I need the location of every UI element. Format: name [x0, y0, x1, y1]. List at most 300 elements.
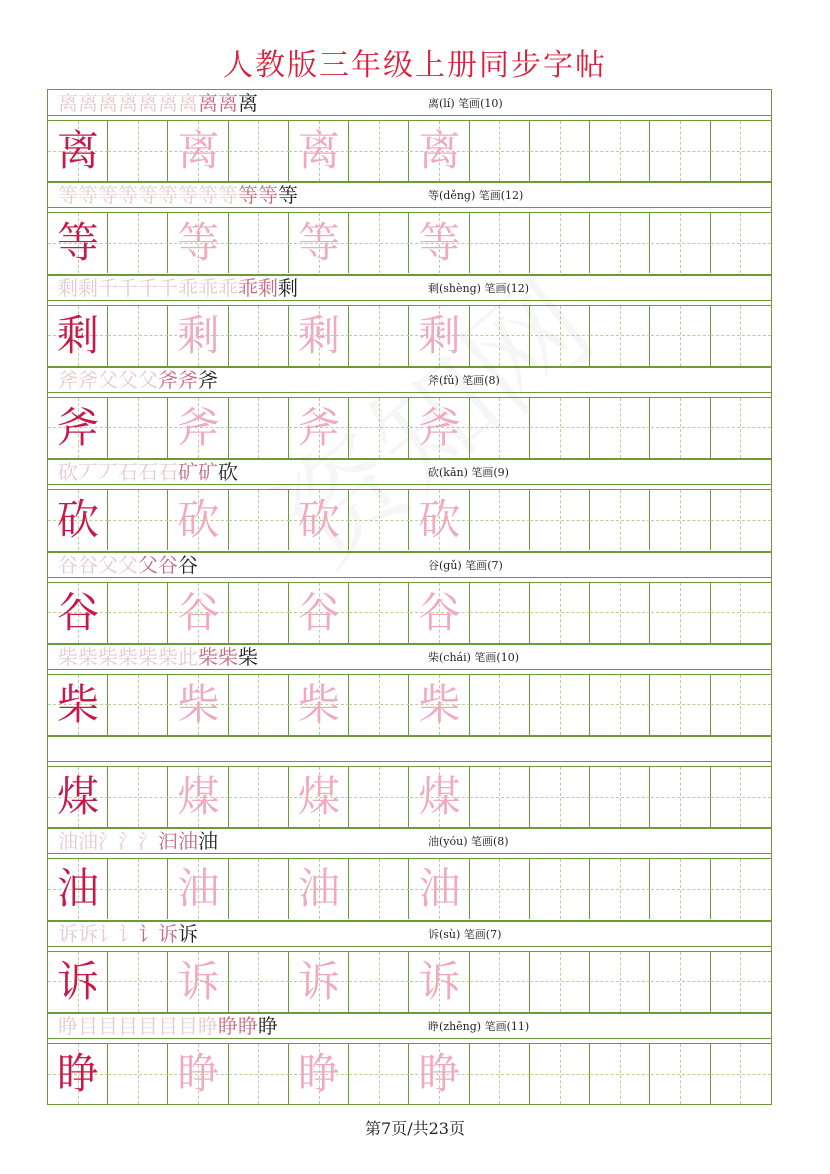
writing-grid-row [48, 305, 771, 367]
stroke-step: 氵 [118, 829, 138, 854]
trace-character: 剩 [177, 310, 220, 360]
model-character: 剩 [56, 310, 99, 360]
stroke-order-row [48, 921, 771, 947]
tian-grid-cell [48, 952, 108, 1012]
tian-grid-cell [229, 398, 289, 458]
tian-grid-cell [108, 213, 168, 273]
stroke-step: 等 [258, 183, 278, 208]
block-divider [48, 181, 771, 183]
tian-grid-cell [229, 490, 289, 550]
block-divider [48, 827, 771, 829]
stroke-step: 油 [58, 829, 78, 854]
trace-character: 等 [418, 218, 461, 268]
stroke-step: 砍 [58, 460, 78, 485]
trace-character: 诉 [297, 956, 340, 1006]
stroke-step: 乖 [238, 275, 258, 300]
tian-grid-cell [108, 675, 168, 735]
stroke-step: 剩 [278, 275, 298, 300]
block-divider [48, 920, 771, 922]
stroke-step: 离 [118, 91, 138, 115]
tian-grid-cell [410, 306, 470, 366]
stroke-step: 等 [78, 183, 98, 208]
stroke-sequence [58, 1014, 278, 1038]
stroke-step: 砍 [218, 460, 238, 485]
stroke-sequence [58, 829, 218, 853]
stroke-sequence [58, 91, 258, 115]
stroke-step: 丆 [98, 460, 118, 485]
stroke-step: 等 [158, 183, 178, 208]
stroke-step: 目 [158, 1014, 178, 1038]
tian-grid-cell [711, 306, 771, 366]
tian-grid-cell [289, 398, 349, 458]
tian-grid-cell [229, 675, 289, 735]
tian-grid-cell [169, 952, 229, 1012]
tian-grid-cell [289, 859, 349, 919]
stroke-step: 等 [58, 183, 78, 208]
writing-grid-row [48, 120, 771, 182]
stroke-order-row [48, 1013, 771, 1039]
trace-character: 油 [177, 864, 220, 914]
writing-grid-row [48, 858, 771, 920]
tian-grid-cell [229, 1044, 289, 1104]
tian-grid-cell [590, 1044, 650, 1104]
tian-grid-cell [48, 859, 108, 919]
trace-character: 诉 [177, 956, 220, 1006]
tian-grid-cell [651, 583, 711, 643]
stroke-step: 父 [118, 367, 138, 392]
stroke-step: 油 [198, 829, 218, 854]
char-info: 油(yóu) 笔画(8) [428, 835, 509, 849]
char-block-5 [48, 459, 771, 551]
tian-grid-cell [590, 675, 650, 735]
stroke-step: 睁 [238, 1014, 258, 1038]
stroke-step: 睁 [198, 1014, 218, 1038]
stroke-step: 此 [178, 644, 198, 669]
writing-grid-row [48, 582, 771, 644]
tian-grid-cell [590, 490, 650, 550]
trace-character: 谷 [177, 587, 220, 637]
stroke-step: 乖 [198, 275, 218, 300]
stroke-step: 剩 [258, 275, 278, 300]
tian-grid-cell [289, 1044, 349, 1104]
stroke-step: 斧 [78, 367, 98, 392]
stroke-step: 诉 [178, 921, 198, 946]
tian-grid-cell [48, 1044, 108, 1104]
stroke-step: 汩 [158, 829, 178, 854]
stroke-step: 柴 [98, 644, 118, 669]
char-block-7 [48, 644, 771, 736]
tian-grid-cell [349, 398, 409, 458]
tian-grid-cell [48, 767, 108, 827]
stroke-step: 等 [278, 183, 298, 208]
stroke-step: 斧 [178, 367, 198, 392]
stroke-step: 等 [198, 183, 218, 208]
stroke-step: 睁 [218, 1014, 238, 1038]
page-title: 人教版三年级上册同步字帖 [223, 48, 607, 83]
stroke-step: 千 [158, 275, 178, 300]
tian-grid-cell [169, 1044, 229, 1104]
tian-grid-cell [711, 1044, 771, 1104]
tian-grid-cell [289, 675, 349, 735]
stroke-step: 睁 [258, 1014, 278, 1038]
stroke-step: 等 [118, 183, 138, 208]
trace-character: 离 [418, 126, 461, 175]
tian-grid-cell [48, 490, 108, 550]
trace-character: 谷 [297, 587, 340, 637]
trace-character: 柴 [297, 679, 340, 729]
stroke-step: 乖 [218, 275, 238, 300]
tian-grid-cell [470, 1044, 530, 1104]
stroke-step: 斧 [198, 367, 218, 392]
tian-grid-cell [108, 1044, 168, 1104]
tian-grid-cell [711, 675, 771, 735]
trace-character: 离 [177, 126, 220, 175]
tian-grid-cell [651, 859, 711, 919]
trace-character: 柴 [418, 679, 461, 729]
char-info: 等(děng) 笔画(12) [428, 189, 524, 203]
block-divider [48, 1012, 771, 1014]
tian-grid-cell [349, 583, 409, 643]
tian-grid-cell [410, 675, 470, 735]
tian-grid-cell [410, 490, 470, 550]
tian-grid-cell [349, 859, 409, 919]
tian-grid-cell [169, 767, 229, 827]
tian-grid-cell [169, 398, 229, 458]
tian-grid-cell [711, 767, 771, 827]
char-info: 谷(gǔ) 笔画(7) [428, 558, 503, 572]
tian-grid-cell [470, 490, 530, 550]
model-character: 斧 [56, 402, 99, 452]
stroke-step: 柴 [138, 644, 158, 669]
tian-grid-cell [711, 213, 771, 273]
tian-grid-cell [651, 306, 711, 366]
practice-sheet [47, 89, 772, 1105]
tian-grid-cell [48, 306, 108, 366]
tian-grid-cell [48, 213, 108, 273]
trace-character: 剩 [297, 310, 340, 360]
tian-grid-cell [590, 398, 650, 458]
stroke-sequence [58, 553, 198, 577]
tian-grid-cell [48, 121, 108, 181]
char-info: 斧(fǔ) 笔画(8) [428, 373, 500, 387]
char-block-10 [48, 921, 771, 1013]
trace-character: 睁 [297, 1049, 340, 1098]
tian-grid-cell [530, 121, 590, 181]
tian-grid-cell [651, 213, 711, 273]
tian-grid-cell [530, 675, 590, 735]
stroke-step: 斧 [158, 367, 178, 392]
char-info: 砍(kǎn) 笔画(9) [428, 466, 509, 480]
tian-grid-cell [590, 583, 650, 643]
stroke-step: 石 [158, 460, 178, 485]
stroke-step: 离 [58, 91, 78, 115]
block-divider [48, 458, 771, 460]
char-block-6 [48, 552, 771, 644]
char-block-3 [48, 275, 771, 367]
tian-grid-cell [410, 767, 470, 827]
stroke-step: 千 [98, 275, 118, 300]
stroke-step: 氵 [138, 829, 158, 854]
stroke-step: 离 [198, 91, 218, 115]
block-divider [48, 274, 771, 276]
tian-grid-cell [590, 767, 650, 827]
tian-grid-cell [651, 675, 711, 735]
char-info: 睁(zhēng) 笔画(11) [428, 1020, 530, 1033]
stroke-step: 离 [178, 91, 198, 115]
char-block-9 [48, 828, 771, 920]
tian-grid-cell [590, 213, 650, 273]
stroke-step: 油 [178, 829, 198, 854]
trace-character: 离 [297, 126, 340, 175]
stroke-step: 乖 [178, 275, 198, 300]
tian-grid-cell [349, 675, 409, 735]
model-character: 油 [56, 864, 99, 914]
stroke-order-row [48, 367, 771, 393]
stroke-step: 讠 [138, 921, 158, 946]
stroke-step: 柴 [78, 644, 98, 669]
stroke-order-row [48, 828, 771, 854]
stroke-order-row [48, 644, 771, 670]
tian-grid-cell [48, 675, 108, 735]
tian-grid-cell [349, 1044, 409, 1104]
char-block-1 [48, 90, 771, 182]
tian-grid-cell [410, 121, 470, 181]
tian-grid-cell [349, 767, 409, 827]
tian-grid-cell [289, 121, 349, 181]
stroke-step: 谷 [158, 552, 178, 577]
tian-grid-cell [169, 859, 229, 919]
trace-character: 斧 [418, 402, 461, 452]
tian-grid-cell [530, 1044, 590, 1104]
stroke-step: 目 [178, 1014, 198, 1038]
tian-grid-cell [470, 121, 530, 181]
stroke-step: 氵 [98, 829, 118, 854]
stroke-step: 父 [118, 552, 138, 577]
tian-grid-cell [410, 1044, 470, 1104]
stroke-step: 离 [138, 91, 158, 115]
trace-character: 等 [177, 218, 220, 268]
tian-grid-cell [229, 306, 289, 366]
tian-grid-cell [470, 306, 530, 366]
model-character: 谷 [56, 587, 99, 637]
trace-character: 砍 [177, 495, 220, 545]
trace-character: 柴 [177, 679, 220, 729]
stroke-step: 柴 [238, 644, 258, 669]
stroke-step: 丆 [78, 460, 98, 485]
tian-grid-cell [410, 398, 470, 458]
trace-character: 斧 [177, 402, 220, 452]
tian-grid-cell [711, 490, 771, 550]
tian-grid-cell [108, 306, 168, 366]
block-divider [48, 643, 771, 645]
trace-character: 睁 [177, 1049, 220, 1098]
stroke-step: 柴 [218, 644, 238, 669]
tian-grid-cell [289, 952, 349, 1012]
tian-grid-cell [530, 306, 590, 366]
stroke-step: 剩 [78, 275, 98, 300]
tian-grid-cell [108, 398, 168, 458]
stroke-step: 讠 [98, 921, 118, 946]
stroke-step: 目 [98, 1014, 118, 1038]
tian-grid-cell [169, 675, 229, 735]
stroke-step: 睁 [58, 1014, 78, 1038]
tian-grid-cell [169, 306, 229, 366]
tian-grid-cell [108, 952, 168, 1012]
block-divider [48, 366, 771, 368]
tian-grid-cell [590, 306, 650, 366]
trace-character: 砍 [418, 495, 461, 545]
tian-grid-cell [530, 213, 590, 273]
tian-grid-cell [410, 583, 470, 643]
tian-grid-cell [470, 952, 530, 1012]
stroke-step: 父 [98, 367, 118, 392]
tian-grid-cell [169, 213, 229, 273]
tian-grid-cell [349, 952, 409, 1012]
stroke-step: 目 [118, 1014, 138, 1038]
stroke-step: 离 [98, 91, 118, 115]
stroke-order-row [48, 459, 771, 485]
tian-grid-cell [108, 121, 168, 181]
tian-grid-cell [470, 767, 530, 827]
model-character: 煤 [56, 772, 99, 822]
stroke-step: 等 [218, 183, 238, 208]
tian-grid-cell [229, 767, 289, 827]
tian-grid-cell [108, 859, 168, 919]
tian-grid-cell [470, 583, 530, 643]
model-character: 诉 [56, 956, 99, 1006]
stroke-step: 谷 [78, 552, 98, 577]
stroke-step: 离 [158, 91, 178, 115]
trace-character: 煤 [177, 772, 220, 822]
block-divider [48, 735, 771, 737]
tian-grid-cell [530, 767, 590, 827]
tian-grid-cell [530, 490, 590, 550]
tian-grid-cell [711, 121, 771, 181]
tian-grid-cell [590, 952, 650, 1012]
tian-grid-cell [711, 398, 771, 458]
tian-grid-cell [229, 121, 289, 181]
tian-grid-cell [530, 859, 590, 919]
stroke-step: 矿 [198, 460, 218, 485]
char-block-8 [48, 736, 771, 828]
stroke-step: 等 [138, 183, 158, 208]
stroke-sequence [58, 645, 258, 669]
tian-grid-cell [48, 398, 108, 458]
stroke-step: 目 [138, 1014, 158, 1038]
tian-grid-cell [651, 767, 711, 827]
writing-grid-row [48, 674, 771, 736]
tian-grid-cell [289, 490, 349, 550]
model-character: 砍 [56, 495, 99, 545]
trace-character: 睁 [418, 1049, 461, 1098]
tian-grid-cell [530, 398, 590, 458]
stroke-step: 离 [218, 91, 238, 115]
tian-grid-cell [349, 306, 409, 366]
stroke-step: 诉 [78, 921, 98, 946]
stroke-step: 石 [138, 460, 158, 485]
tian-grid-cell [169, 583, 229, 643]
stroke-step: 父 [98, 552, 118, 577]
stroke-order-row [48, 736, 771, 762]
tian-grid-cell [470, 398, 530, 458]
tian-grid-cell [590, 121, 650, 181]
stroke-step: 目 [78, 1014, 98, 1038]
tian-grid-cell [289, 767, 349, 827]
tian-grid-cell [229, 952, 289, 1012]
stroke-step: 剩 [58, 275, 78, 300]
trace-character: 煤 [418, 772, 461, 822]
stroke-sequence [58, 460, 238, 484]
block-divider [48, 551, 771, 553]
tian-grid-cell [108, 583, 168, 643]
tian-grid-cell [48, 583, 108, 643]
tian-grid-cell [470, 213, 530, 273]
stroke-step: 谷 [178, 552, 198, 577]
stroke-step: 讠 [118, 921, 138, 946]
stroke-step: 离 [78, 91, 98, 115]
tian-grid-cell [108, 490, 168, 550]
char-info: 离(lí) 笔画(10) [428, 97, 503, 110]
tian-grid-cell [229, 583, 289, 643]
writing-grid-row [48, 489, 771, 551]
trace-character: 斧 [297, 402, 340, 452]
writing-grid-row [48, 766, 771, 828]
tian-grid-cell [169, 490, 229, 550]
trace-character: 煤 [297, 772, 340, 822]
stroke-step: 柴 [158, 644, 178, 669]
tian-grid-cell [410, 952, 470, 1012]
writing-grid-row [48, 951, 771, 1013]
model-character: 等 [56, 218, 99, 268]
stroke-sequence [58, 922, 198, 946]
tian-grid-cell [289, 583, 349, 643]
stroke-order-row [48, 552, 771, 578]
stroke-step: 石 [118, 460, 138, 485]
char-info: 柴(chái) 笔画(10) [428, 650, 519, 664]
stroke-step: 柴 [118, 644, 138, 669]
tian-grid-cell [711, 952, 771, 1012]
stroke-step: 谷 [58, 552, 78, 577]
char-block-4 [48, 367, 771, 459]
tian-grid-cell [651, 490, 711, 550]
stroke-step: 柴 [58, 644, 78, 669]
trace-character: 油 [297, 864, 340, 914]
tian-grid-cell [289, 306, 349, 366]
tian-grid-cell [349, 490, 409, 550]
trace-character: 砍 [297, 495, 340, 545]
stroke-order-row [48, 182, 771, 208]
tian-grid-cell [169, 121, 229, 181]
stroke-sequence [58, 183, 298, 207]
stroke-step: 斧 [58, 367, 78, 392]
tian-grid-cell [590, 859, 650, 919]
stroke-order-row [48, 90, 771, 116]
trace-character: 剩 [418, 310, 461, 360]
tian-grid-cell [651, 1044, 711, 1104]
stroke-step: 柴 [198, 644, 218, 669]
stroke-step: 矿 [178, 460, 198, 485]
char-block-2 [48, 182, 771, 274]
trace-character: 等 [297, 218, 340, 268]
tian-grid-cell [289, 213, 349, 273]
stroke-sequence [58, 276, 298, 300]
trace-character: 油 [418, 864, 461, 914]
stroke-step: 诉 [158, 921, 178, 946]
char-block-11 [48, 1013, 771, 1105]
tian-grid-cell [470, 675, 530, 735]
tian-grid-cell [651, 121, 711, 181]
tian-grid-cell [530, 583, 590, 643]
